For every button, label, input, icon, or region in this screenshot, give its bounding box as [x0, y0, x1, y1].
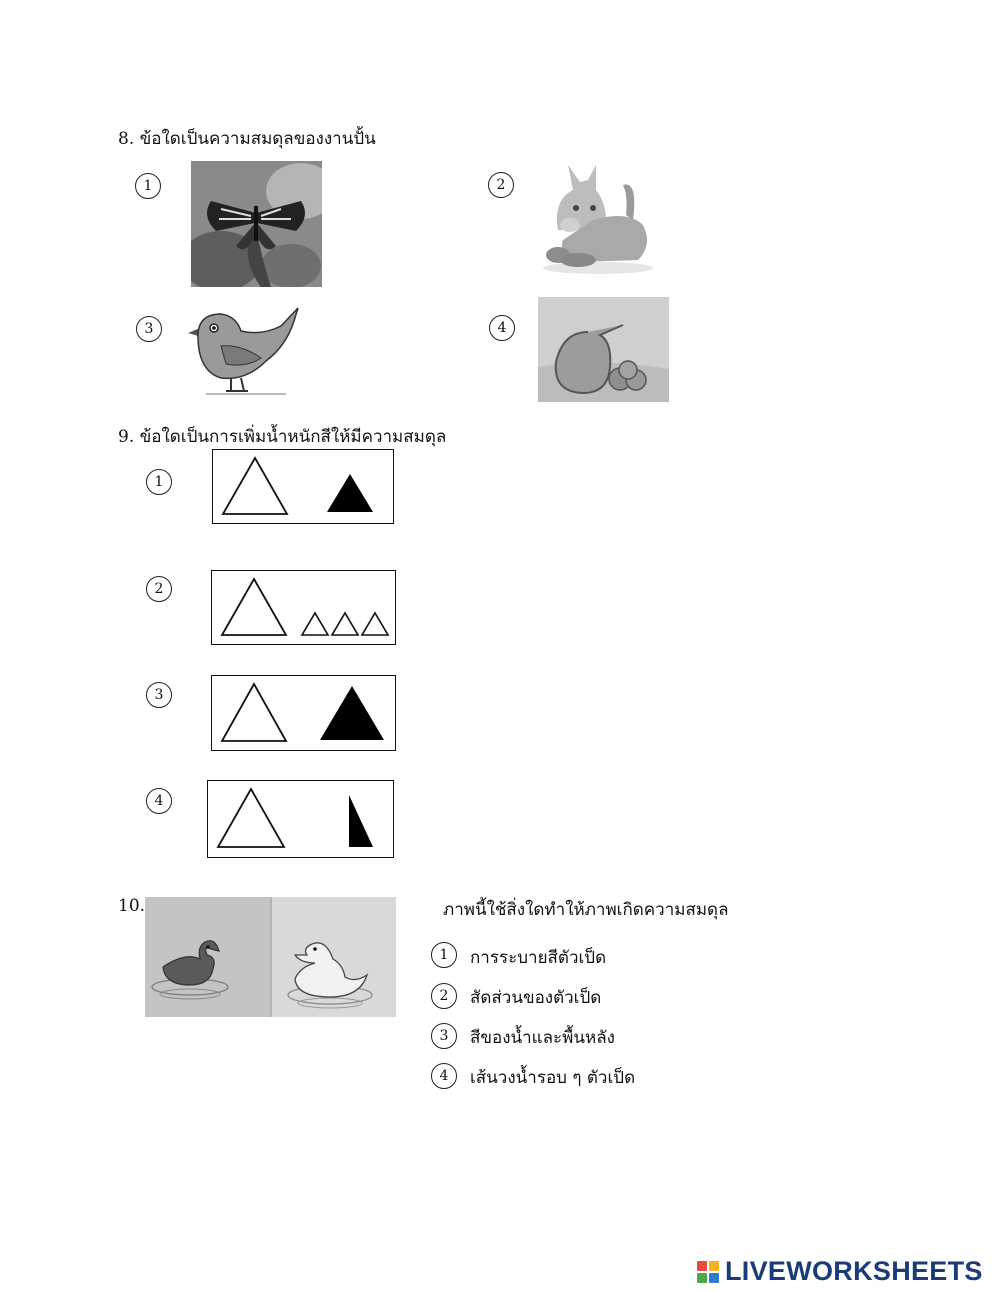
- outline-triangle: [218, 789, 284, 847]
- small-triangle: [302, 613, 328, 635]
- q10-option-2-number[interactable]: 2: [431, 983, 457, 1009]
- q9-option-4-figure[interactable]: [207, 780, 394, 858]
- q9-title: 9. ข้อใดเป็นการเพิ่มน้ำหนักสีให้มีความสมดุล: [118, 427, 447, 447]
- q10-number: 10.: [118, 896, 146, 916]
- small-triangle: [362, 613, 388, 635]
- q9-option-2-figure[interactable]: [211, 570, 396, 645]
- bird-drawing: [186, 306, 300, 398]
- filled-triangle: [320, 686, 384, 740]
- q10-option-4-text[interactable]: เส้นวงน้ำรอบ ๆ ตัวเป็ด: [470, 1068, 636, 1088]
- liveworksheets-logo[interactable]: [697, 1256, 983, 1287]
- q10-option-3-text[interactable]: สีของน้ำและพื้นหลัง: [470, 1028, 615, 1048]
- q10-option-2-text[interactable]: สัดส่วนของตัวเป็ด: [470, 988, 602, 1008]
- half-triangle: [349, 795, 373, 847]
- q8-option-4-number[interactable]: 4: [489, 315, 515, 341]
- q9-option-4-number[interactable]: 4: [146, 788, 172, 814]
- ducks-painting: [145, 897, 396, 1017]
- q8-option-2-number[interactable]: 2: [488, 172, 514, 198]
- filled-triangle: [327, 474, 373, 512]
- q10-option-3-number[interactable]: 3: [431, 1023, 457, 1049]
- q10-option-1-text[interactable]: การระบายสีตัวเป็ด: [470, 948, 607, 968]
- q10-question: ภาพนี้ใช้สิ่งใดทำให้ภาพเกิดความสมดุล: [443, 900, 729, 920]
- q10-option-4-number[interactable]: 4: [431, 1063, 457, 1089]
- q9-option-1-figure[interactable]: [212, 449, 394, 524]
- q8-option-3-number[interactable]: 3: [136, 316, 162, 342]
- q8-title: 8. ข้อใดเป็นความสมดุลของงานปั้น: [118, 129, 376, 149]
- q8-option-1-number[interactable]: 1: [135, 173, 161, 199]
- q9-option-3-number[interactable]: 3: [146, 682, 172, 708]
- q9-option-2-number[interactable]: 2: [146, 576, 172, 602]
- outline-triangle: [222, 579, 286, 635]
- logo-icon: [697, 1261, 719, 1283]
- q10-option-1-number[interactable]: 1: [431, 942, 457, 968]
- clay-dog-photo: [538, 160, 656, 275]
- q9-option-1-number[interactable]: 1: [146, 469, 172, 495]
- q9-option-3-figure[interactable]: [211, 675, 396, 751]
- fruit-painting: [538, 297, 669, 402]
- outline-triangle: [223, 458, 287, 514]
- small-triangle: [332, 613, 358, 635]
- outline-triangle: [222, 684, 286, 741]
- logo-text: LIVEWORKSHEETS: [725, 1256, 983, 1286]
- butterfly-photo: [191, 161, 322, 287]
